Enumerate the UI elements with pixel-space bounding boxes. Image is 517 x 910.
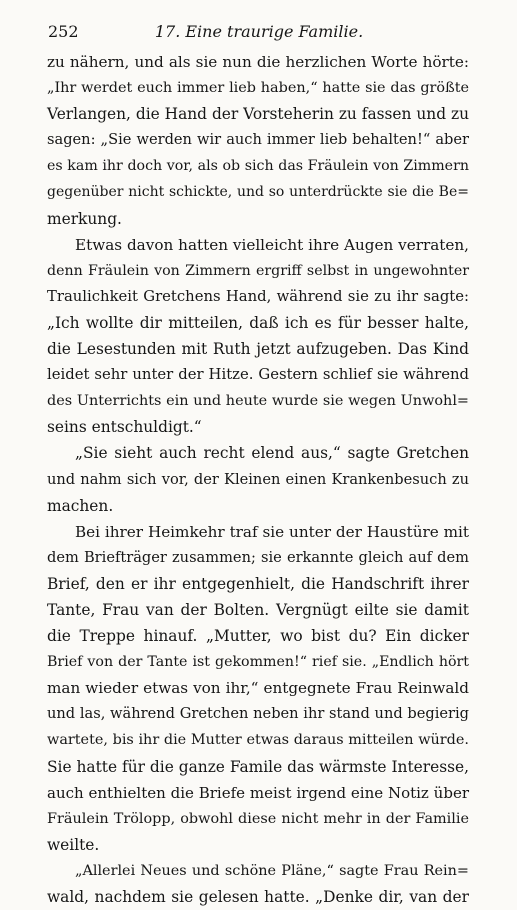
text-line: Bei ihrer Heimkehr traf sie unter der Haustüre mit: [75, 522, 469, 541]
text-line: Brief, den er ihr entgegenhielt, die Handschrift ihrer: [47, 574, 469, 593]
paragraph: [47, 232, 469, 441]
paragraph: [47, 49, 469, 232]
text-line: „Ich wollte dir mitteilen, daß ich es für besser halte,: [47, 313, 469, 332]
text-line: dem Briefträger zusammen; sie erkannte gleich auf dem: [47, 548, 469, 566]
paragraph: [47, 858, 469, 910]
text-line: merkung.: [47, 209, 122, 228]
text-line: „Allerlei Neues und schöne Pläne,“ sagte Frau Rein=: [75, 862, 469, 879]
page-number: 252: [48, 22, 79, 41]
text-line: und nahm sich vor, der Kleinen einen Krankenbesuch zu: [47, 470, 469, 488]
paragraph: [47, 519, 469, 858]
text-line: Brief von der Tante ist gekommen!“ rief sie. „Endlich hört: [47, 654, 469, 671]
text-line: und las, während Gretchen neben ihr stand und begierig: [47, 705, 469, 723]
text-line: sagen: „Sie werden wir auch immer lieb behalten!“ aber: [47, 131, 469, 149]
text-line: leidet sehr unter der Hitze. Gestern schlief sie während: [47, 366, 469, 384]
text-line: auch enthielten die Briefe meist irgend eine Notiz über: [47, 783, 469, 802]
text-line: Traulichkeit Gretchens Hand, während sie zu ihr sagte:: [47, 287, 469, 305]
text-line: „Ihr werdet euch immer lieb haben,“ hatte sie das größte: [47, 80, 469, 97]
text-line: denn Fräulein von Zimmern ergriff selbst in ungewohnter: [47, 262, 469, 279]
text-line: des Unterrichts ein und heute wurde sie wegen Unwohl=: [47, 393, 469, 410]
text-line: die Lesestunden mit Ruth jetzt aufzugeben. Das Kind: [47, 340, 469, 359]
text-line: man wieder etwas von ihr,“ entgegnete Frau Reinwald: [47, 679, 469, 698]
text-line: es kam ihr doch vor, als ob sich das Fräulein von Zimmern: [47, 158, 469, 175]
text-line: wartete, bis ihr die Mutter etwas daraus mitteilen würde.: [47, 732, 469, 749]
text-line: weilte.: [47, 835, 100, 854]
text-line: zu nähern, und als sie nun die herzlichen Worte hörte:: [47, 53, 469, 71]
text-line: Sie hatte für die ganze Famile das wärmste Interesse,: [47, 757, 469, 776]
body-text: [47, 49, 469, 910]
text-line: machen.: [47, 496, 114, 515]
text-line: Tante, Frau van der Bolten. Vergnügt eilte sie damit: [47, 600, 469, 619]
text-line: wald, nachdem sie gelesen hatte. „Denke dir, van der: [47, 888, 469, 906]
text-line: Verlangen, die Hand der Vorsteherin zu fassen und zu: [47, 105, 469, 124]
text-line: seins entschuldigt.“: [47, 418, 202, 437]
running-title: 17. Eine traurige Familie.: [154, 22, 364, 41]
text-line: „Sie sieht auch recht elend aus,“ sagte Gretchen: [75, 444, 469, 463]
page-header: [48, 22, 470, 44]
paragraph: [47, 440, 469, 518]
text-line: Etwas davon hatten vielleicht ihre Augen verraten,: [75, 235, 469, 254]
text-line: die Treppe hinauf. „Mutter, wo bist du? Ein dicker: [47, 627, 469, 646]
text-line: Fräulein Trölopp, obwohl diese nicht mehr in der Familie: [47, 810, 469, 827]
text-line: gegenüber nicht schickte, und so unterdrückte sie die Be=: [47, 184, 469, 201]
